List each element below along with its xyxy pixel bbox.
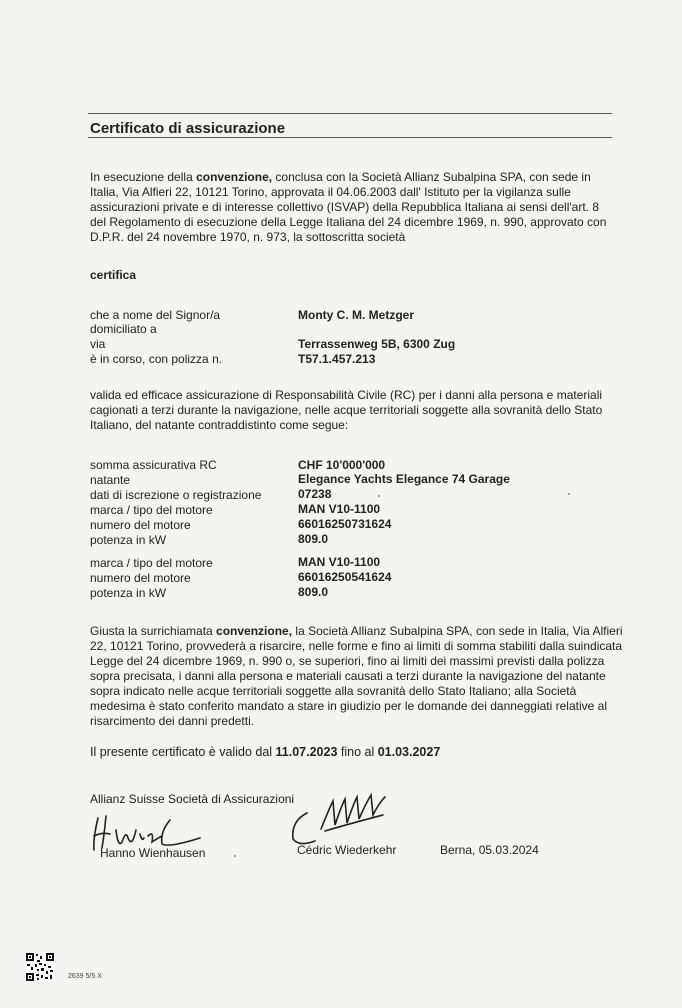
holder-street: Terrassenweg 5B, 6300 Zug bbox=[298, 337, 456, 351]
holder-street-label: via bbox=[90, 337, 106, 351]
scan-speck bbox=[378, 495, 380, 497]
engine2-num-label: numero del motore bbox=[90, 571, 191, 585]
validity-text-1: Il presente certificato è valido dal bbox=[90, 745, 276, 759]
engine1-kw: 809.0 bbox=[298, 532, 329, 546]
top-rule bbox=[88, 113, 612, 114]
engine1-kw-label: potenza in kW bbox=[90, 533, 167, 547]
obligation-text-2: la Società Allianz Subalpina SPA, con sede in Italia, Via Alfieri 22, 10121 Torino, provvederà a risarcire, nelle forme e fino ai limiti di somma stabiliti dalla suindicata Legge del 24 dicembre 1969, n. 990 o, se superiori, fino ai limiti dei massimi previsti dalla polizza sopra precisata, i danni alla persona e materiali causati a terzi durante la navigazione del natante sopra indicato nelle acque territoriali soggette alla sovranità dello Stato Italiano; alla Società medesima è stato conferito mandato a stare in giudizio per le domande dei danneggiati relative al risarcimento dei danni predetti. bbox=[90, 624, 623, 728]
holder-policy: T57.1.457.213 bbox=[298, 352, 376, 366]
reg-value: 07238 bbox=[298, 487, 332, 501]
engine1-num-label: numero del motore bbox=[90, 518, 191, 532]
engine2-type-label: marca / tipo del motore bbox=[90, 556, 213, 570]
engine2-kw: 809.0 bbox=[298, 585, 329, 599]
holder-policy-label: è in corso, con polizza n. bbox=[90, 352, 223, 366]
reg-label: dati di iscrezione o registrazione bbox=[90, 488, 262, 502]
boat-value: Elegance Yachts Elegance 74 Garage bbox=[298, 472, 510, 486]
intro-text-2: conclusa con la Società Allianz Subalpina SPA, con sede in Italia, Via Alfieri 22, 10121 Torino, approvata il 04.06.2003 dall' Istituto per la vigilanza sulle assicurazioni private e di interesse collettivo (ISVAP) della Repubblica Italiana ai sensi dell'art. 8 del Regolamento di esecuzione della Legge Italiana del 24 dicembre 1969, n. 990, approvato con D.P.R. del 24 novembre 1970, n. 973, la sottoscritta società bbox=[90, 170, 607, 244]
holder-name: Monty C. M. Metzger bbox=[298, 308, 414, 322]
engine2-kw-label: potenza in kW bbox=[90, 586, 167, 600]
company-name: Allianz Suisse Società di Assicurazioni bbox=[90, 792, 295, 806]
holder-domicile-label: domiciliato a bbox=[90, 322, 157, 336]
engine2-type: MAN V10-1100 bbox=[298, 555, 381, 569]
validity-from: 11.07.2023 bbox=[275, 745, 338, 759]
certifica-heading: certifica bbox=[90, 268, 137, 282]
intro-paragraph bbox=[90, 170, 610, 245]
qr-code-icon bbox=[25, 952, 55, 982]
scan-speck bbox=[234, 855, 236, 857]
title-rule bbox=[88, 137, 612, 138]
validity-line bbox=[90, 745, 610, 760]
document-title: Certificato di assicurazione bbox=[90, 120, 286, 137]
signatory-1-name: Hanno Wienhausen bbox=[100, 846, 206, 860]
intro-text-1: In esecuzione della bbox=[90, 170, 197, 184]
obligation-text-1: Giusta la surrichiamata bbox=[90, 624, 217, 638]
scan-speck bbox=[568, 493, 570, 495]
coverage-paragraph: valida ed efficace assicurazione di Responsabilità Civile (RC) per i danni alla persona e materiali cagionati a terzi durante la navigazione, nelle acque territoriali soggette alla sovranità dello Stato Italiano, del natante contraddistinto come segue: bbox=[90, 388, 603, 432]
footer-code: 2639 5/5 X bbox=[68, 973, 102, 980]
engine1-num: 66016250731624 bbox=[298, 517, 392, 531]
obligation-bold: convenzione, bbox=[216, 624, 293, 638]
sum-label: somma assicurativa RC bbox=[90, 458, 217, 472]
engine1-type-label: marca / tipo del motore bbox=[90, 503, 213, 517]
boat-label: natante bbox=[90, 473, 131, 487]
signatory-2-name: Cédric Wiederkehr bbox=[297, 843, 397, 857]
intro-bold: convenzione, bbox=[196, 170, 273, 184]
obligation-paragraph bbox=[90, 624, 630, 729]
place-date: Berna, 05.03.2024 bbox=[440, 843, 539, 857]
holder-name-label: che a nome del Signor/a bbox=[90, 308, 221, 322]
validity-text-2: fino al bbox=[337, 745, 378, 759]
validity-to: 01.03.2027 bbox=[377, 745, 441, 759]
sum-value: CHF 10'000'000 bbox=[298, 458, 386, 472]
engine1-type: MAN V10-1100 bbox=[298, 502, 381, 516]
engine2-num: 66016250541624 bbox=[298, 570, 392, 584]
